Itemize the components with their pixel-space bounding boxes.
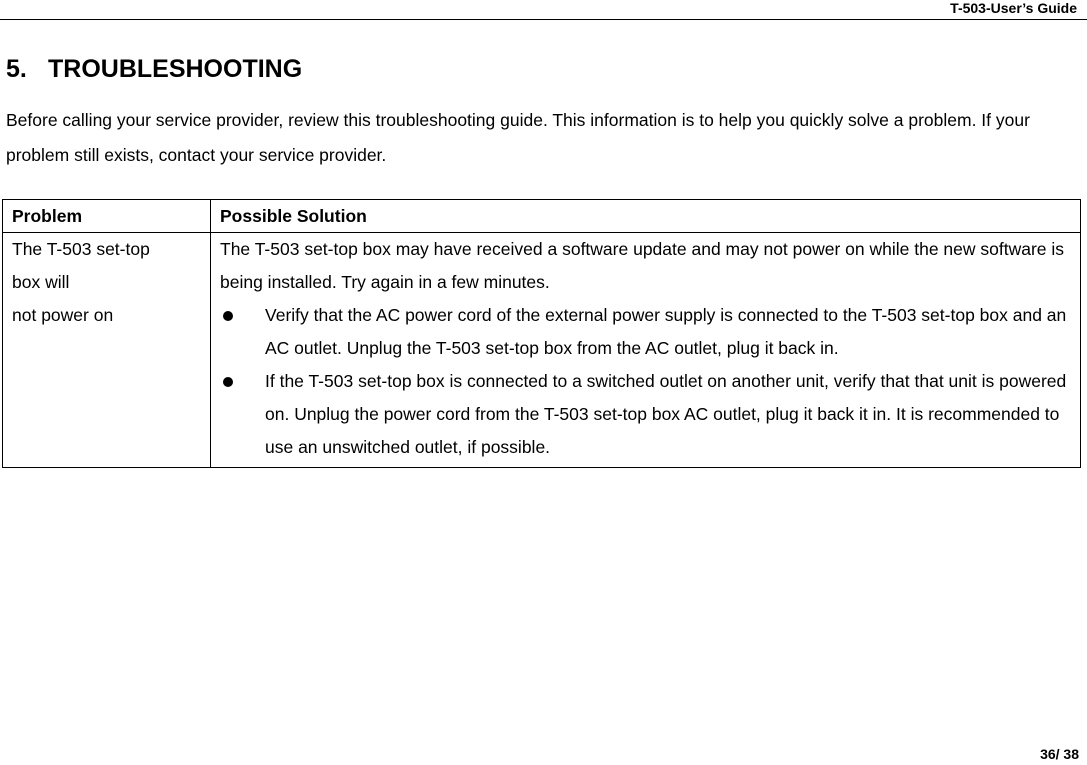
page-number: 36/ 38	[1040, 746, 1079, 762]
section-number: 5.	[6, 55, 27, 83]
problem-column-header: Problem	[3, 200, 211, 233]
solution-bullet-list	[220, 299, 1072, 464]
bullet-dot-icon	[223, 377, 233, 387]
troubleshooting-table	[2, 199, 1081, 468]
section-title-text: TROUBLESHOOTING	[48, 55, 303, 83]
solution-cell	[211, 233, 1081, 468]
table-header-row	[3, 200, 1081, 233]
page-header	[0, 0, 1087, 20]
table-row	[3, 233, 1081, 468]
solution-intro: The T-503 set-top box may have received a software update and may not power on while the new software is being installed. Try again in a few minutes.	[220, 239, 1065, 292]
bullet-text: If the T-503 set-top box is connected to a switched outlet on another unit, verify that that unit is powered on. Unplug the power cord from the T-503 set-top box AC outlet, plug it back it in. It is recommended to use an unswitched outlet, if possible.	[265, 371, 1067, 457]
problem-text: The T-503 set-top box will not power on	[12, 239, 150, 325]
bullet-dot-icon	[223, 311, 233, 321]
guide-title: T-503-User’s Guide	[950, 0, 1077, 16]
section-title	[6, 54, 302, 84]
problem-cell	[3, 233, 211, 468]
bullet-text: Verify that the AC power cord of the external power supply is connected to the T-503 set-top box and an AC outlet. Unplug the T-503 set-top box from the AC outlet, plug it back in.	[265, 305, 1067, 358]
solution-column-header: Possible Solution	[211, 200, 1081, 233]
list-item	[220, 365, 1072, 464]
list-item	[220, 299, 1072, 365]
intro-paragraph: Before calling your service provider, review this troubleshooting guide. This information is to help you quickly solve a problem. If your problem still exists, contact your service provider.	[6, 110, 1030, 165]
